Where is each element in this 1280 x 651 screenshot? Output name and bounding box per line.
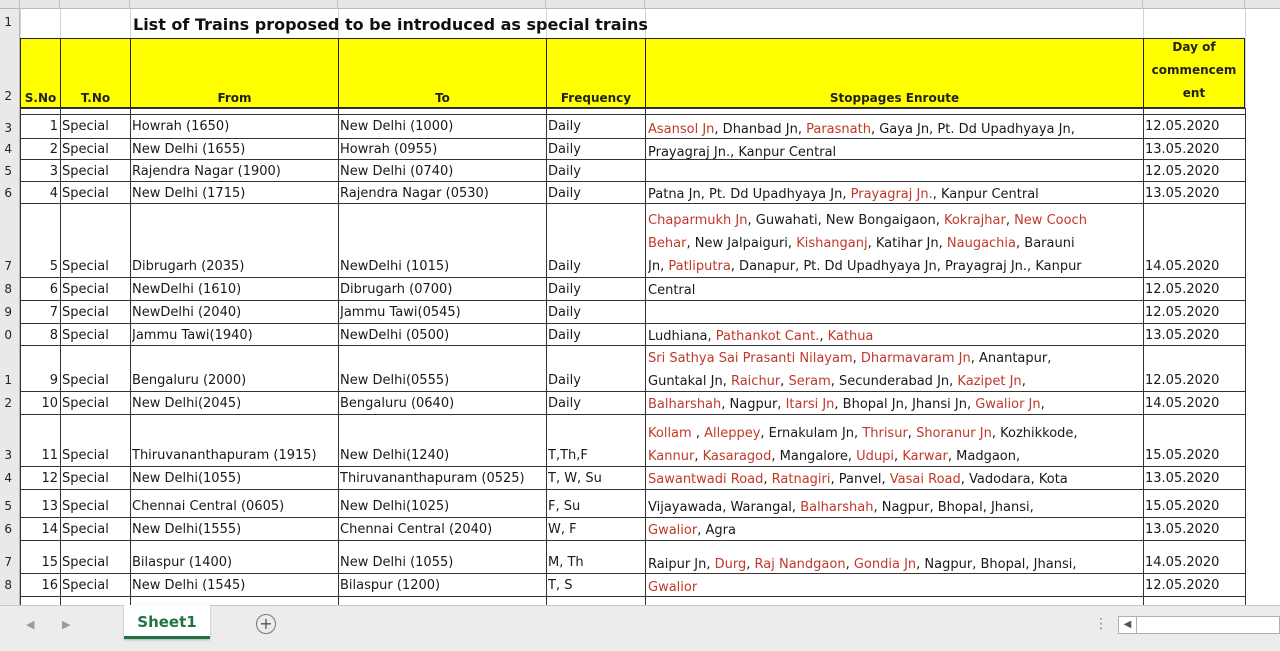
cell-commencement-date[interactable]: 13.05.2020: [1145, 522, 1220, 537]
stoppages-line[interactable]: [648, 393, 1143, 416]
cell-from[interactable]: NewDelhi (1610): [132, 282, 242, 297]
row-number[interactable]: 6: [4, 186, 12, 200]
stoppage-highlight: Kishanganj: [796, 236, 868, 251]
cell-tno[interactable]: Special: [62, 282, 109, 297]
cell-sno[interactable]: 12: [41, 471, 58, 486]
cell-from[interactable]: New Delhi(1055): [132, 471, 242, 486]
row-border: [20, 114, 1246, 115]
stoppage-highlight: Dharmavaram Jn: [860, 351, 971, 366]
cell-sno[interactable]: 5: [49, 259, 58, 274]
stoppage-text: ,: [907, 426, 917, 441]
cell-tno[interactable]: Special: [62, 305, 109, 320]
stoppage-text: ,: [1021, 374, 1026, 389]
header-tno[interactable]: T.No: [60, 38, 131, 108]
more-options-icon[interactable]: ⋮: [1094, 616, 1108, 632]
cell-sno[interactable]: 13: [41, 499, 58, 514]
stoppage-text: ,: [852, 351, 861, 366]
stoppage-text: , Nagpur, Bhopal, Jhansi,: [873, 500, 1034, 515]
header-commencement[interactable]: [1143, 38, 1245, 108]
stoppage-text: , Katihar Jn,: [867, 236, 947, 251]
header-sno[interactable]: S.No: [20, 38, 61, 108]
cell-from[interactable]: New Delhi(1555): [132, 522, 242, 537]
stoppage-highlight: Kazipet Jn: [957, 374, 1022, 389]
stoppage-text: , Danapur, Pt. Dd Upadhyaya Jn, Prayagraj Jn., Kanpur: [730, 259, 1082, 274]
header-to[interactable]: To: [338, 38, 547, 108]
cell-frequency[interactable]: F, Su: [548, 499, 581, 514]
chevron-left-icon[interactable]: ◀: [1119, 617, 1137, 633]
cell-tno[interactable]: Special: [62, 164, 109, 179]
cell-commencement-date[interactable]: 13.05.2020: [1145, 142, 1220, 157]
header-commencement-line3: ent: [1182, 86, 1206, 100]
cell-sno[interactable]: 3: [49, 164, 58, 179]
header-commencement-line2: commencem: [1151, 63, 1237, 77]
stoppage-text: Prayagraj Jn., Kanpur Central: [648, 145, 837, 160]
stoppage-text: , Vadodara, Kota: [960, 472, 1068, 487]
cell-commencement-date[interactable]: 12.05.2020: [1145, 282, 1220, 297]
cell-sno[interactable]: 2: [49, 142, 58, 157]
cell-from[interactable]: Bilaspur (1400): [132, 555, 233, 570]
stoppage-highlight: Kasaragod: [702, 449, 772, 464]
stoppages-line[interactable]: [648, 496, 1143, 519]
cell-to[interactable]: Bilaspur (1200): [340, 578, 441, 593]
cell-to[interactable]: NewDelhi (0500): [340, 328, 450, 343]
stoppages-line[interactable]: [648, 370, 1143, 393]
stoppages-line[interactable]: [648, 468, 1143, 491]
cell-from[interactable]: NewDelhi (2040): [132, 305, 242, 320]
stoppage-highlight: Sawantwadi Road: [648, 472, 764, 487]
cell-commencement-date[interactable]: 12.05.2020: [1145, 164, 1220, 179]
cell-sno[interactable]: 7: [49, 305, 58, 320]
cell-tno[interactable]: Special: [62, 328, 109, 343]
cell-tno[interactable]: Special: [62, 259, 109, 274]
cell-to[interactable]: New Delhi(1240): [340, 448, 450, 463]
cell-frequency[interactable]: W, F: [548, 522, 577, 537]
row-number[interactable]: 6: [4, 522, 12, 536]
cell-from[interactable]: Jammu Tawi(1940): [132, 328, 253, 343]
stoppage-highlight: Patliputra: [668, 259, 731, 274]
row-number[interactable]: 4: [4, 142, 12, 156]
cell-frequency[interactable]: Daily: [548, 282, 581, 297]
cell-commencement-date[interactable]: 14.05.2020: [1145, 555, 1220, 570]
stoppages-line[interactable]: [648, 576, 1143, 599]
cell-frequency[interactable]: Daily: [548, 186, 581, 201]
cell-frequency[interactable]: T,Th,F: [548, 448, 588, 463]
triangle-right-icon[interactable]: ▶: [62, 618, 71, 631]
column-header-strip: [0, 0, 1280, 9]
header-stoppages[interactable]: Stoppages Enroute: [645, 38, 1144, 108]
row-border: [20, 323, 1246, 324]
cell-commencement-date[interactable]: 12.05.2020: [1145, 373, 1220, 388]
cell-commencement-date[interactable]: 14.05.2020: [1145, 396, 1220, 411]
row-number[interactable]: 2: [4, 396, 12, 410]
cell-tno[interactable]: Special: [62, 119, 109, 134]
stoppage-text: , Mangalore,: [771, 449, 857, 464]
cell-tno[interactable]: Special: [62, 499, 109, 514]
stoppages-line[interactable]: [648, 183, 1143, 206]
stoppage-text: , New Jalpaiguri,: [686, 236, 797, 251]
stoppage-highlight: Gwalior Jn: [975, 397, 1041, 412]
stoppage-text: ,: [763, 472, 772, 487]
stoppage-text: ,: [1040, 397, 1045, 412]
stoppage-highlight: Durg: [714, 557, 747, 572]
stoppage-highlight: Parasnath: [806, 122, 871, 137]
stoppage-text: ,: [819, 329, 828, 344]
row-number[interactable]: 8: [4, 282, 12, 296]
cell-to[interactable]: New Delhi (1055): [340, 555, 454, 570]
stoppages-line[interactable]: [648, 209, 1143, 232]
stoppage-text: ,: [780, 374, 789, 389]
row-number[interactable]: 4: [4, 471, 12, 485]
cell-tno[interactable]: Special: [62, 578, 109, 593]
stoppage-text: ,: [845, 557, 854, 572]
stoppage-highlight: Gwalior: [648, 580, 698, 595]
column-border: [546, 108, 547, 605]
cell-commencement-date[interactable]: 13.05.2020: [1145, 471, 1220, 486]
stoppage-text: Central: [648, 283, 696, 298]
cell-from[interactable]: Rajendra Nagar (1900): [132, 164, 281, 179]
cell-sno[interactable]: 6: [49, 282, 58, 297]
stoppages-line[interactable]: [648, 118, 1143, 141]
stoppage-highlight: Shoranur Jn: [916, 426, 992, 441]
stoppages-line[interactable]: [648, 553, 1143, 576]
cell-frequency[interactable]: Daily: [548, 373, 581, 388]
cell-to[interactable]: New Delhi (1000): [340, 119, 454, 134]
stoppage-text: Raipur Jn,: [648, 557, 715, 572]
cell-tno[interactable]: Special: [62, 555, 109, 570]
cell-to[interactable]: Chennai Central (2040): [340, 522, 493, 537]
stoppage-highlight: Kokrajhar: [943, 213, 1006, 228]
cell-commencement-date[interactable]: 15.05.2020: [1145, 499, 1220, 514]
row-number[interactable]: 3: [4, 448, 12, 462]
column-border: [130, 108, 131, 605]
cell-frequency[interactable]: Daily: [548, 396, 581, 411]
stoppages-line[interactable]: [648, 232, 1143, 255]
stoppage-highlight: Itarsi Jn: [785, 397, 835, 412]
cell-from[interactable]: Chennai Central (0605): [132, 499, 285, 514]
row-number[interactable]: 0: [4, 328, 12, 342]
stoppage-text: , Bhopal Jn, Jhansi Jn,: [834, 397, 976, 412]
triangle-left-icon[interactable]: ◀: [26, 618, 35, 631]
cell-from[interactable]: New Delhi (1545): [132, 578, 246, 593]
stoppage-text: , Barauni: [1016, 236, 1075, 251]
stoppage-text: Vijayawada, Warangal,: [648, 500, 801, 515]
cell-to[interactable]: New Delhi(0555): [340, 373, 450, 388]
stoppage-highlight: Naugachia: [946, 236, 1017, 251]
sheet-tab-bar: [0, 605, 1280, 651]
cell-sno[interactable]: 15: [41, 555, 58, 570]
cell-sno[interactable]: 10: [41, 396, 58, 411]
cell-tno[interactable]: Special: [62, 471, 109, 486]
stoppages-line[interactable]: [648, 325, 1143, 348]
stoppage-highlight: Udupi: [856, 449, 895, 464]
stoppage-highlight: Raichur: [730, 374, 781, 389]
stoppage-text: , Dhanbad Jn,: [714, 122, 807, 137]
sheet-tab-sheet1[interactable]: Sheet1: [124, 605, 210, 639]
stoppage-text: , Panvel,: [830, 472, 890, 487]
stoppages-line[interactable]: [648, 347, 1143, 370]
stoppage-text: , Ernakulam Jn,: [760, 426, 863, 441]
cell-tno[interactable]: Special: [62, 396, 109, 411]
stoppages-line[interactable]: [648, 445, 1143, 468]
stoppage-highlight: Sri Sathya Sai Prasanti Nilayam: [648, 351, 853, 366]
cell-to[interactable]: Dibrugarh (0700): [340, 282, 453, 297]
cell-sno[interactable]: 11: [41, 448, 58, 463]
stoppage-highlight: New Cooch: [1014, 213, 1087, 228]
cell-from[interactable]: Bengaluru (2000): [132, 373, 247, 388]
stoppage-text: ,: [691, 426, 705, 441]
cell-sno[interactable]: 14: [41, 522, 58, 537]
cell-commencement-date[interactable]: 13.05.2020: [1145, 328, 1220, 343]
stoppage-text: Guntakal Jn,: [648, 374, 731, 389]
cell-from[interactable]: Howrah (1650): [132, 119, 230, 134]
stoppage-highlight: Balharshah: [648, 397, 722, 412]
stoppage-text: , Kozhikkode,: [991, 426, 1078, 441]
cell-to[interactable]: Rajendra Nagar (0530): [340, 186, 489, 201]
stoppage-highlight: Gondia Jn: [853, 557, 917, 572]
stoppage-highlight: Asansol Jn: [648, 122, 715, 137]
cell-commencement-date[interactable]: 13.05.2020: [1145, 186, 1220, 201]
stoppage-text: ,: [894, 449, 903, 464]
horizontal-scrollbar[interactable]: [1118, 616, 1280, 634]
stoppage-highlight: Alleppey: [704, 426, 761, 441]
column-border: [60, 108, 61, 605]
row-number[interactable]: 1: [4, 373, 12, 387]
row-number[interactable]: 2: [4, 89, 12, 103]
row-number[interactable]: 7: [4, 259, 12, 273]
cell-frequency[interactable]: Daily: [548, 142, 581, 157]
stoppage-text: , Anantapur,: [970, 351, 1052, 366]
cell-sno[interactable]: 1: [49, 119, 58, 134]
stoppage-text: , Gaya Jn, Pt. Dd Upadhyaya Jn,: [870, 122, 1075, 137]
cell-commencement-date[interactable]: 12.05.2020: [1145, 119, 1220, 134]
cell-tno[interactable]: Special: [62, 448, 109, 463]
stoppage-text: ,: [1005, 213, 1015, 228]
cell-frequency[interactable]: Daily: [548, 305, 581, 320]
cell-from[interactable]: Thiruvananthapuram (1915): [132, 448, 317, 463]
cell-sno[interactable]: 8: [49, 328, 58, 343]
column-border: [1245, 108, 1246, 605]
stoppage-text: , Kanpur Central: [932, 187, 1039, 202]
cell-commencement-date[interactable]: 15.05.2020: [1145, 448, 1220, 463]
stoppage-text: , Nagpur,: [721, 397, 786, 412]
stoppage-highlight: Chaparmukh Jn: [648, 213, 748, 228]
stoppage-highlight: Kannur: [648, 449, 695, 464]
cell-tno[interactable]: Special: [62, 142, 109, 157]
cell-from[interactable]: Dibrugarh (2035): [132, 259, 245, 274]
stoppage-text: Jn,: [648, 259, 669, 274]
stoppage-highlight: Gwalior: [648, 523, 698, 538]
cell-to[interactable]: Jammu Tawi(0545): [340, 305, 461, 320]
stoppage-highlight: Ratnagiri: [771, 472, 831, 487]
stoppages-line[interactable]: [648, 279, 1143, 302]
cell-from[interactable]: New Delhi (1655): [132, 142, 246, 157]
stoppage-highlight: Pathankot Cant.: [715, 329, 820, 344]
cell-frequency[interactable]: Daily: [548, 164, 581, 179]
row-number[interactable]: 7: [4, 555, 12, 569]
cell-to[interactable]: Thiruvananthapuram (0525): [340, 471, 525, 486]
plus-circle-icon[interactable]: +: [256, 614, 276, 634]
sheet-title[interactable]: List of Trains proposed to be introduced as special trains: [133, 15, 648, 34]
column-border: [338, 108, 339, 605]
row-header-column: [0, 9, 20, 605]
cell-commencement-date[interactable]: 14.05.2020: [1145, 259, 1220, 274]
stoppage-text: , Secunderabad Jn,: [830, 374, 958, 389]
cell-frequency[interactable]: Daily: [548, 119, 581, 134]
cell-to[interactable]: New Delhi (0740): [340, 164, 454, 179]
cell-frequency[interactable]: Daily: [548, 259, 581, 274]
cell-sno[interactable]: 16: [41, 578, 58, 593]
header-commencement-line1: Day of: [1172, 40, 1216, 54]
column-border: [20, 108, 21, 605]
stoppage-text: , Agra: [697, 523, 736, 538]
stoppage-text: , Madgaon,: [947, 449, 1021, 464]
row-number[interactable]: 1: [4, 15, 12, 29]
row-number[interactable]: 8: [4, 578, 12, 592]
stoppage-highlight: Karwar: [902, 449, 948, 464]
stoppage-highlight: Vasai Road: [889, 472, 961, 487]
stoppages-line[interactable]: [648, 519, 1143, 542]
stoppage-highlight: Raj Nandgaon: [754, 557, 846, 572]
cell-from[interactable]: New Delhi(2045): [132, 396, 242, 411]
stoppage-text: , Guwahati, New Bongaigaon,: [747, 213, 944, 228]
stoppage-text: Patna Jn, Pt. Dd Upadhyaya Jn,: [648, 187, 851, 202]
cell-tno[interactable]: Special: [62, 522, 109, 537]
stoppage-highlight: Behar: [648, 236, 687, 251]
column-border: [1143, 108, 1144, 605]
cell-frequency[interactable]: T, W, Su: [548, 471, 602, 486]
cell-to[interactable]: Bengaluru (0640): [340, 396, 455, 411]
row-number[interactable]: 5: [4, 499, 12, 513]
cell-sno[interactable]: 9: [49, 373, 58, 388]
cell-commencement-date[interactable]: 12.05.2020: [1145, 578, 1220, 593]
row-number[interactable]: 5: [4, 164, 12, 178]
stoppages-line[interactable]: [648, 422, 1143, 445]
stoppage-text: Ludhiana,: [648, 329, 716, 344]
stoppage-highlight: Thrisur: [862, 426, 908, 441]
cell-sno[interactable]: 4: [49, 186, 58, 201]
cell-to[interactable]: New Delhi(1025): [340, 499, 450, 514]
stoppages-line[interactable]: [648, 141, 1143, 164]
row-border: [20, 108, 1246, 109]
stoppage-text: ,: [746, 557, 755, 572]
cell-tno[interactable]: Special: [62, 186, 109, 201]
stoppage-highlight: Kathua: [827, 329, 874, 344]
stoppage-highlight: Seram: [788, 374, 831, 389]
row-border: [20, 181, 1246, 182]
cell-frequency[interactable]: M, Th: [548, 555, 584, 570]
cell-frequency[interactable]: T, S: [548, 578, 573, 593]
row-number[interactable]: 3: [4, 121, 12, 135]
cell-frequency[interactable]: Daily: [548, 328, 581, 343]
header-from[interactable]: From: [130, 38, 339, 108]
stoppage-highlight: Kollam: [648, 426, 692, 441]
header-frequency[interactable]: Frequency: [546, 38, 646, 108]
cell-commencement-date[interactable]: 12.05.2020: [1145, 305, 1220, 320]
cell-tno[interactable]: Special: [62, 373, 109, 388]
stoppage-highlight: Balharshah: [800, 500, 874, 515]
stoppage-text: ,: [694, 449, 703, 464]
stoppage-highlight: Prayagraj Jn.: [850, 187, 933, 202]
cell-to[interactable]: Howrah (0955): [340, 142, 438, 157]
stoppage-text: , Nagpur, Bhopal, Jhansi,: [916, 557, 1077, 572]
column-border: [645, 108, 646, 605]
row-number[interactable]: 9: [4, 305, 12, 319]
stoppages-line[interactable]: [648, 255, 1143, 278]
cell-to[interactable]: NewDelhi (1015): [340, 259, 450, 274]
cell-from[interactable]: New Delhi (1715): [132, 186, 246, 201]
